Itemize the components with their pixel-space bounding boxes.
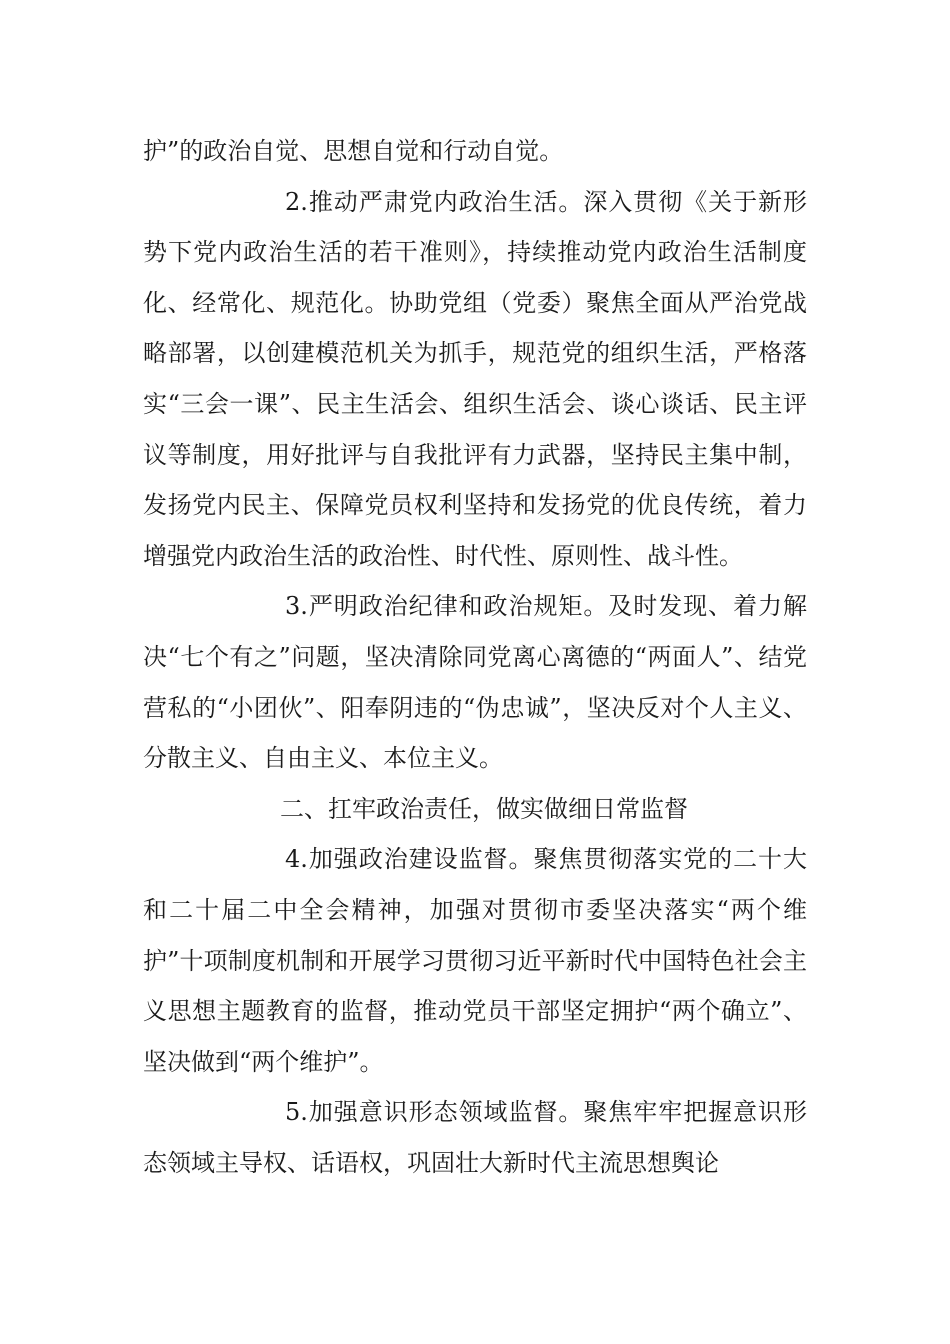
paragraph-continuation: 护”的政治自觉、思想自觉和行动自觉。 (143, 137, 564, 165)
paragraph-item-3: 3.严明政治纪律和政治规矩。及时发现、着力解决“七个有之”问题，坚决清除同党离心离德的“两面人”、结党营私的“小团伙”、阳奉阴违的“伪忠诚”，坚决反对个人主义、分散主义、自由主义、本位主义。 (143, 592, 807, 773)
paragraph-item-2: 2.推动严肃党内政治生活。深入贯彻《关于新形势下党内政治生活的若干准则》，持续推动党内政治生活制度化、经常化、规范化。协助党组（党委）聚焦全面从严治党战略部署，以创建模范机关为抓手，规范党的组织生活，严格落实“三会一课”、民主生活会、组织生活会、谈心谈话、民主评议等制度，用好批评与自我批评有力武器，坚持民主集中制，发扬党内民主、保障党员权利坚持和发扬党的优良传统，着力增强党内政治生活的政治性、时代性、原则性、战斗性。 (143, 187, 807, 570)
document-body (143, 126, 807, 1188)
paragraph-item-5: 5.加强意识形态领域监督。聚焦牢牢把握意识形态领域主导权、话语权，巩固壮大新时代主流思想舆论 (143, 1098, 807, 1177)
section-heading: 二、扛牢政治责任，做实做细日常监督 (280, 794, 688, 823)
paragraph-item-4: 4.加强政治建设监督。聚焦贯彻落实党的二十大和二十届二中全会精神，加强对贯彻市委坚决落实“两个维护”十项制度机制和开展学习贯彻习近平新时代中国特色社会主义思想主题教育的监督，推动党员干部坚定拥护“两个确立”、坚决做到“两个维护”。 (143, 845, 807, 1076)
